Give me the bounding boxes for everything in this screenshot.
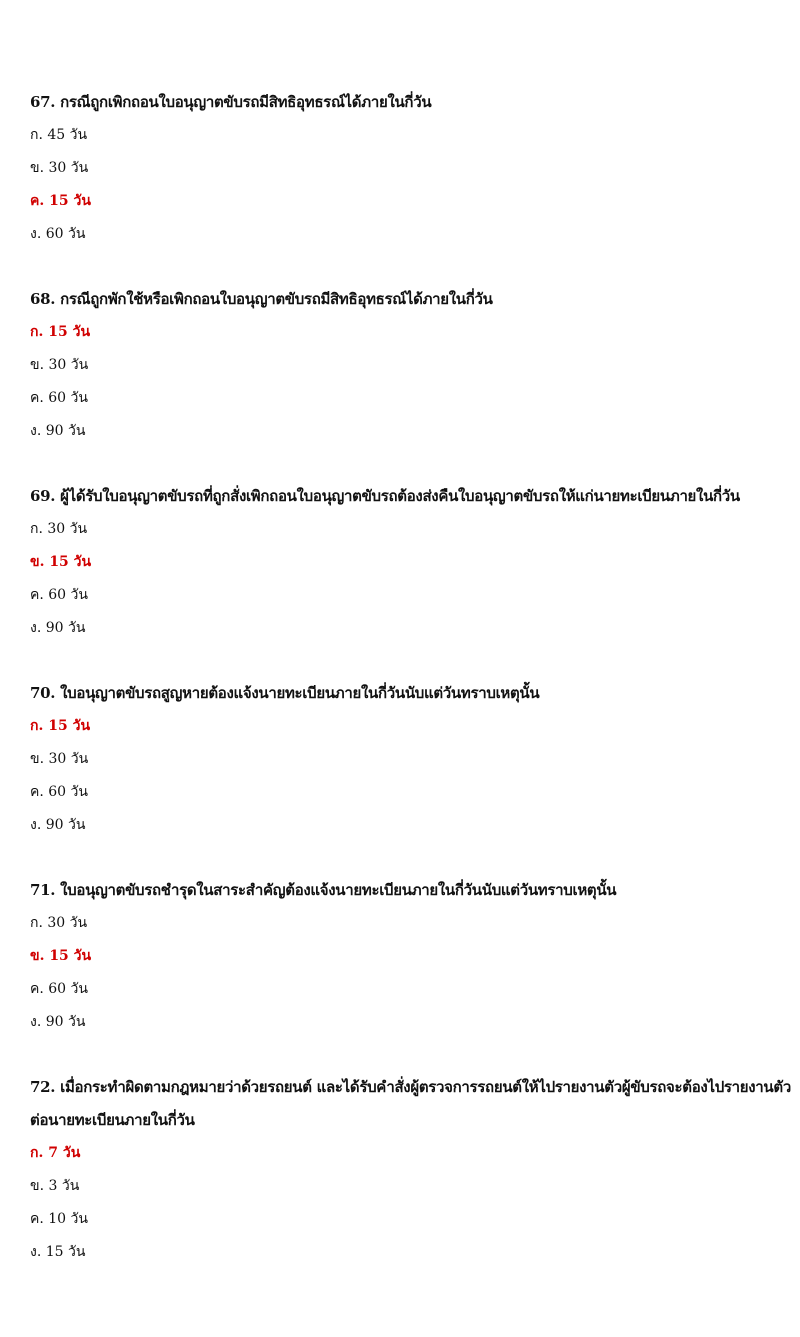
correct-answer-option: ก. 15 วัน (30, 718, 91, 734)
answer-option: ง. 60 วัน (30, 226, 86, 242)
answer-option: ง. 90 วัน (30, 423, 86, 439)
answer-option: ค. 60 วัน (30, 390, 88, 406)
question-block (30, 1071, 800, 1269)
answer-option: ง. 90 วัน (30, 817, 86, 833)
question-text: 71. ใบอนุญาตขับรถชำรุดในสาระสำคัญต้องแจ้งนายทะเบียนภายในกี่วันนับแต่วันทราบเหตุนั้น (30, 881, 617, 899)
question-block (30, 677, 800, 842)
answer-option: ค. 60 วัน (30, 587, 88, 603)
question-text: 67. กรณีถูกเพิกถอนใบอนุญาตขับรถมีสิทธิอุทธรณ์ได้ภายในกี่วัน (30, 93, 432, 111)
question-block (30, 874, 800, 1039)
question-block (30, 283, 800, 448)
correct-answer-option: ก. 7 วัน (30, 1145, 81, 1161)
answer-option: ข. 3 วัน (30, 1178, 80, 1194)
answer-option: ข. 30 วัน (30, 160, 89, 176)
answer-option: ค. 60 วัน (30, 981, 88, 997)
answer-option: ง. 90 วัน (30, 1014, 86, 1030)
question-text: 69. ผู้ได้รับใบอนุญาตขับรถที่ถูกสั่งเพิกถอนใบอนุญาตขับรถต้องส่งคืนใบอนุญาตขับรถให้แก่นายทะเบียนภายในกี่วัน (30, 487, 740, 505)
answer-option: ก. 30 วัน (30, 521, 88, 537)
correct-answer-option: ข. 15 วัน (30, 554, 92, 570)
answer-option: ค. 10 วัน (30, 1211, 88, 1227)
question-text: 68. กรณีถูกพักใช้หรือเพิกถอนใบอนุญาตขับรถมีสิทธิอุทธรณ์ได้ภายในกี่วัน (30, 290, 493, 308)
question-text: 70. ใบอนุญาตขับรถสูญหายต้องแจ้งนายทะเบียนภายในกี่วันนับแต่วันทราบเหตุนั้น (30, 684, 540, 702)
answer-option: ค. 60 วัน (30, 784, 88, 800)
question-text: 72. เมื่อกระทำผิดตามกฎหมายว่าด้วยรถยนต์ และได้รับคำสั่งผู้ตรวจการรถยนต์ให้ไปรายงานตัวผู้ขับรถจะต้องไปรายงานตัวต่อนายทะเบียนภายในกี่วัน (30, 1078, 791, 1129)
answer-option: ข. 30 วัน (30, 751, 89, 767)
answer-option: ง. 90 วัน (30, 620, 86, 636)
answer-option: ก. 30 วัน (30, 915, 88, 931)
answer-option: ข. 30 วัน (30, 357, 89, 373)
question-block (30, 86, 800, 251)
answer-option: ก. 45 วัน (30, 127, 88, 143)
question-block (30, 480, 800, 645)
correct-answer-option: ข. 15 วัน (30, 948, 92, 964)
correct-answer-option: ก. 15 วัน (30, 324, 91, 340)
correct-answer-option: ค. 15 วัน (30, 193, 91, 209)
answer-option: ง. 15 วัน (30, 1244, 86, 1260)
